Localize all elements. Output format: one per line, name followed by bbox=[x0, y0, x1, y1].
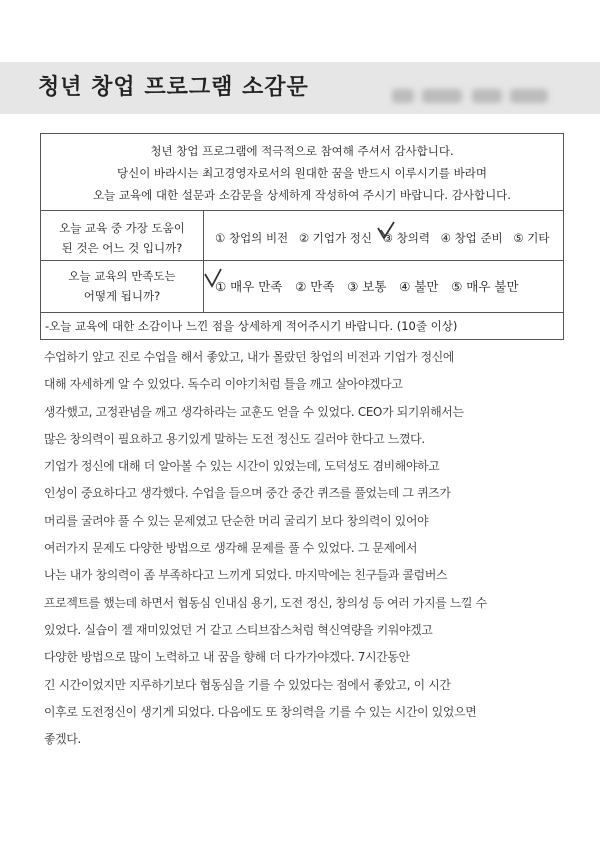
intro-line: 청년 창업 프로그램에 적극적으로 참여해 주셔서 감사합니다. bbox=[150, 144, 454, 158]
q1-option[interactable]: ① 창업의 비전 bbox=[215, 231, 289, 245]
divider bbox=[41, 312, 563, 313]
handwritten-line: 인성이 중요하다고 생각했다. 수업을 들으며 중간 중간 퀴즈를 풀었는데 그 퀴즈가 bbox=[44, 486, 451, 501]
handwritten-line: 나는 내가 창의력이 좀 부족하다고 느끼게 되었다. 마지막에는 친구들과 콜럼버스 bbox=[44, 568, 448, 583]
handwritten-response bbox=[44, 344, 572, 753]
page-title: 청년 창업 프로그램 소감문 bbox=[38, 75, 309, 100]
handwritten-line: 긴 시간이었지만 지루하기보다 협동심을 기를 수 있었다는 점에서 좋았고, 이 시간 bbox=[44, 677, 451, 692]
q2-option[interactable]: ② 만족 bbox=[295, 279, 335, 294]
handwritten-line: 프로젝트를 했는데 하면서 협동심 인내심 용기, 도전 정신, 창의성 등 여러 가지를 느낄 수 bbox=[44, 595, 487, 610]
handwritten-line: 좋겠다. bbox=[44, 732, 81, 747]
q1-option[interactable]: ② 기업가 정신 bbox=[298, 231, 372, 245]
handwritten-line: 있었다. 실습이 젤 재미있었던 거 같고 스티브잡스처럼 혁신역량을 키워야겠고 bbox=[44, 622, 433, 637]
divider bbox=[203, 210, 204, 312]
intro-line: 당신이 바라시는 최고경영자로서의 원대한 꿈을 반드시 이루시기를 바라며 bbox=[117, 166, 487, 180]
handwritten-line: 대해 자세하게 알 수 있었다. 독수리 이야기처럼 틀을 깨고 살아야겠다고 bbox=[44, 377, 403, 392]
q1-option[interactable]: ⑤ 기타 bbox=[513, 231, 550, 245]
q1-label-line: 된 것은 어느 것 입니까? bbox=[61, 241, 183, 255]
instruction-text: -오늘 교육에 대한 소감이나 느낀 점을 상세하게 적어주시기 바랍니다. (10줄 이상) bbox=[45, 319, 458, 333]
q2-option[interactable]: ⑤ 매우 불만 bbox=[451, 279, 519, 294]
redacted-name bbox=[392, 89, 552, 103]
handwritten-line: 다양한 방법으로 많이 노력하고 내 꿈을 향해 더 다가가야겠다. 7시간동안 bbox=[44, 650, 410, 665]
survey-box bbox=[40, 133, 564, 340]
divider bbox=[41, 210, 563, 211]
intro-line: 오늘 교육에 대한 설문과 소감문을 상세하게 작성하여 주시기 바랍니다. 감사합니다. bbox=[93, 188, 511, 202]
q1-label bbox=[41, 218, 203, 258]
q2-label-line: 오늘 교육의 만족도는 bbox=[68, 269, 176, 283]
q1-label-line: 오늘 교육 중 가장 도움이 bbox=[59, 221, 185, 235]
q2-option-selected[interactable]: ① 매우 만족 bbox=[215, 279, 283, 294]
q2-label-line: 어떻게 됩니까? bbox=[83, 289, 161, 303]
handwritten-line: 이후로 도전정신이 생기게 되었다. 다음에도 또 창의력을 기를 수 있는 시간이 있었으면 bbox=[44, 704, 477, 719]
handwritten-line: 여러가지 문제도 다양한 방법으로 생각해 문제를 풀 수 있었다. 그 문제에서 bbox=[44, 541, 418, 556]
q2-option[interactable]: ④ 불만 bbox=[399, 279, 439, 294]
handwritten-line: 머리를 굴려야 풀 수 있는 문제였고 단순한 머리 굴리기 보다 창의력이 있어야 bbox=[44, 513, 429, 528]
divider bbox=[41, 260, 563, 261]
q2-option[interactable]: ③ 보통 bbox=[347, 279, 387, 294]
intro-text bbox=[41, 140, 563, 206]
handwritten-line: 생각했고, 고정관념을 깨고 생각하라는 교훈도 얻을 수 있었다. CEO가 되기위해서는 bbox=[44, 404, 464, 419]
handwritten-line: 많은 창의력이 필요하고 용기있게 말하는 도전 정신도 길러야 한다고 느꼈다. bbox=[44, 431, 425, 446]
q2-label bbox=[41, 266, 203, 306]
q1-option[interactable]: ④ 창업 준비 bbox=[440, 231, 503, 245]
checkmark-icon bbox=[375, 220, 397, 244]
q1-option-selected[interactable]: ③ 창의력 bbox=[382, 231, 430, 245]
handwritten-line: 기업가 정신에 대해 더 알아볼 수 있는 시간이 있었는데, 도덕성도 겸비해야하고 bbox=[44, 459, 440, 474]
handwritten-line: 수업하기 앞고 진로 수업을 해서 좋았고, 내가 몰랐던 창업의 비전과 기업가 정신에 bbox=[44, 350, 455, 364]
checkmark-icon bbox=[203, 268, 225, 292]
q2-options bbox=[215, 277, 528, 295]
